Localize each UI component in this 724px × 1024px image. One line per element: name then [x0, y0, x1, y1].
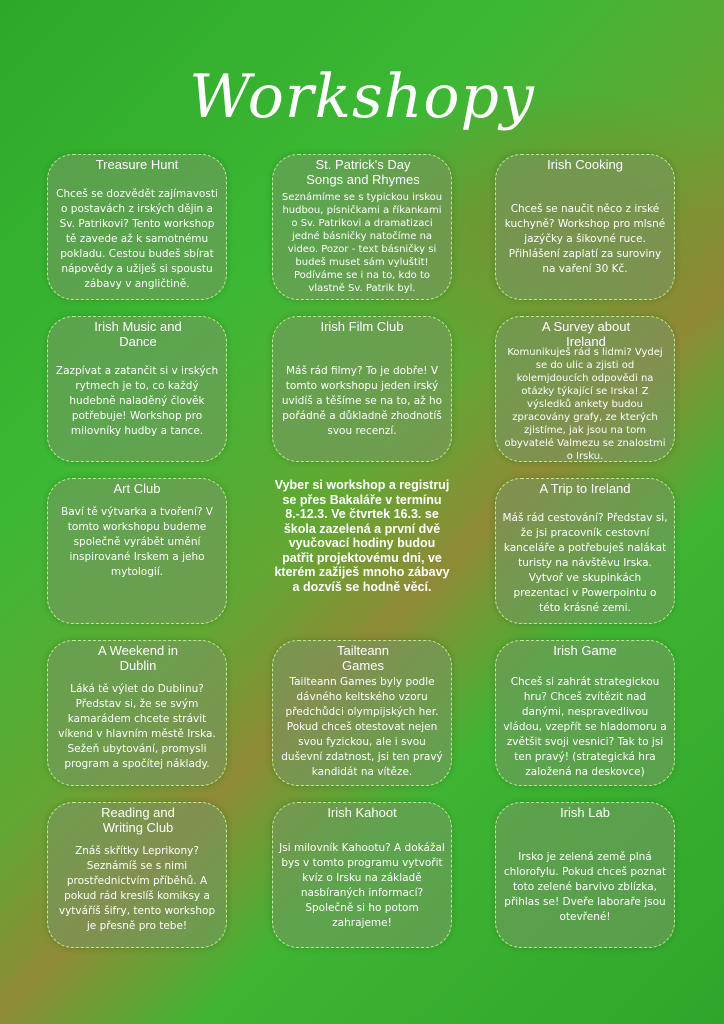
registration-message: Vyber si workshop a registruj se přes Bakaláře v termínu 8.-12.3. Ve čtvrtek 16.3. se škola zazelená a první dvě vyučovací hodiny budou patřit projektovému dni, ve kterém zažiješ mnoho zábavy a dozvíš se hodně věcí.	[274, 478, 450, 594]
workshop-card-irish-kahoot	[272, 802, 452, 948]
workshop-description: Komunikuješ rád s lidmi? Vydej se do ulic a zjisti od kolemjdoucích odpovědi na otázky týkající se Irska! Z výsledků ankety budou zpracovány grafy, ze kterých zjistíme, jak jsou na tom obyvatelé Valmezu se znalostmi o Irsku.	[504, 346, 666, 462]
workshop-description: Irsko je zelená země plná chlorofylu. Pokud chceš poznat toto zelené barvivo zblízka, přihlas se! Dveře laboraře jsou otevřené!	[503, 850, 667, 923]
workshop-title: Irish Lab	[560, 805, 610, 820]
workshop-card-st-patricks-day	[272, 154, 452, 300]
workshop-description: Chceš si zahrát strategickou hru? Chceš zvítězit nad danými, nespravedlivou vládou, vzepřít se hladomoru a zvětšit svoji vesnici? Tak to jsi ten pravý! (strategická hra založená na deskovce)	[503, 675, 667, 778]
workshop-title: Treasure Hunt	[95, 157, 179, 172]
workshop-title: Irish Cooking	[547, 157, 623, 172]
workshop-title: Reading and Writing Club	[101, 805, 175, 835]
workshop-card-irish-game	[495, 640, 675, 786]
workshop-title: A Trip to Ireland	[539, 481, 631, 496]
workshop-title: Irish Music and Dance	[94, 319, 182, 349]
workshop-card-reading-and-writing-club	[47, 802, 227, 948]
workshop-card-irish-film-club	[272, 316, 452, 462]
workshop-title: St. Patrick's Day Songs and Rhymes	[306, 157, 420, 187]
workshop-title: Art Club	[113, 481, 161, 496]
workshop-card-irish-lab	[495, 802, 675, 948]
workshop-card-weekend-in-dublin	[47, 640, 227, 786]
workshop-title: Irish Game	[553, 643, 617, 658]
workshop-card-irish-music-and-dance	[47, 316, 227, 462]
workshop-description: Seznámíme se s typickou irskou hudbou, písničkami a říkankami o Sv. Patrikovi a dramatizaci jedné básničky natočíme na video. Pozor - text básničky si budeš muset sám vyluštit! Podíváme se i na to, kdo to vlastně Sv. Patrik byl.	[281, 192, 443, 294]
workshop-card-trip-to-ireland	[495, 478, 675, 624]
workshop-description: Baví tě výtvarka a tvoření? V tomto workshopu budeme společně vyrábět umění inspirované Irskem a jeho mytologií.	[61, 505, 213, 578]
workshop-title: Irish Film Club	[320, 319, 404, 334]
workshop-description: Chceš se naučit něco z irské kuchyně? Workshop pro mlsné jazýčky a šikovné ruce. Přihlášení zaplatí za suroviny na vaření 30 Kč.	[504, 202, 666, 275]
workshop-card-art-club	[47, 478, 227, 624]
workshop-title: A Survey about Ireland	[541, 319, 631, 349]
workshop-title: A Weekend in Dublin	[98, 643, 178, 673]
workshop-card-irish-cooking	[495, 154, 675, 300]
workshop-card-survey-about-ireland	[495, 316, 675, 462]
workshop-description: Znáš skřítky Leprikony? Seznámíš se s nimi prostřednictvím příběhů. A pokud rád kreslíš komiksy a vytváříš šifry, tento workshop je přesně pro tebe!	[58, 845, 216, 932]
workshop-description: Láká tě výlet do Dublinu? Představ si, že se svým kamarádem chcete strávit víkend v hlavním městě Irska. Sežeň ubytování, promysli program a spočítej náklady.	[58, 683, 216, 770]
workshop-description: Máš rád filmy? To je dobře! V tomto workshopu jeden irský uvidíš a těšíme se na to, až ho pořádně a důkladně zhodnotíš svou recenzí.	[281, 364, 443, 437]
workshop-description: Zazpívat a zatančit si v irských rytmech je to, co každý hudebně naladěný člověk potřebuje! Workshop pro milovníky hudby a tance.	[55, 364, 219, 437]
workshop-description: Tailteann Games byly podle dávného keltského vzoru předchůdci olympijských her. Pokud chceš otestovat nejen svou fyzickou, ale i svou duševní zdatnost, jsi ten pravý kandidát na vítěze.	[281, 675, 443, 778]
page-title: Workshopy	[189, 62, 535, 132]
workshop-description: Jsi milovník Kahootu? A dokážal bys v tomto programu vytvořit kvíz o Irsku na základě nasbíraných informací? Společně si ho potom zahrajeme!	[279, 842, 445, 929]
workshop-description: Chceš se dozvědět zajímavosti o postavách z irských dějin a Sv. Patrikovi? Tento workshop tě zavede až k samotnému pokladu. Cestou budeš sbírat nápovědy a užiješ si spoustu zábavy v angličtině.	[56, 187, 218, 290]
workshop-description: Máš rád cestování? Představ si, že jsi pracovník cestovní kanceláře a potřebuješ nalákat turisty na návštěvu Irska. Vytvoř ve skupinkách prezentaci v Powerpointu o této krásné zemi.	[502, 511, 668, 614]
workshop-card-treasure-hunt	[47, 154, 227, 300]
workshop-title: Irish Kahoot	[327, 805, 397, 820]
workshop-card-tailteann-games	[272, 640, 452, 786]
workshop-title: Tailteann Games	[336, 643, 390, 673]
